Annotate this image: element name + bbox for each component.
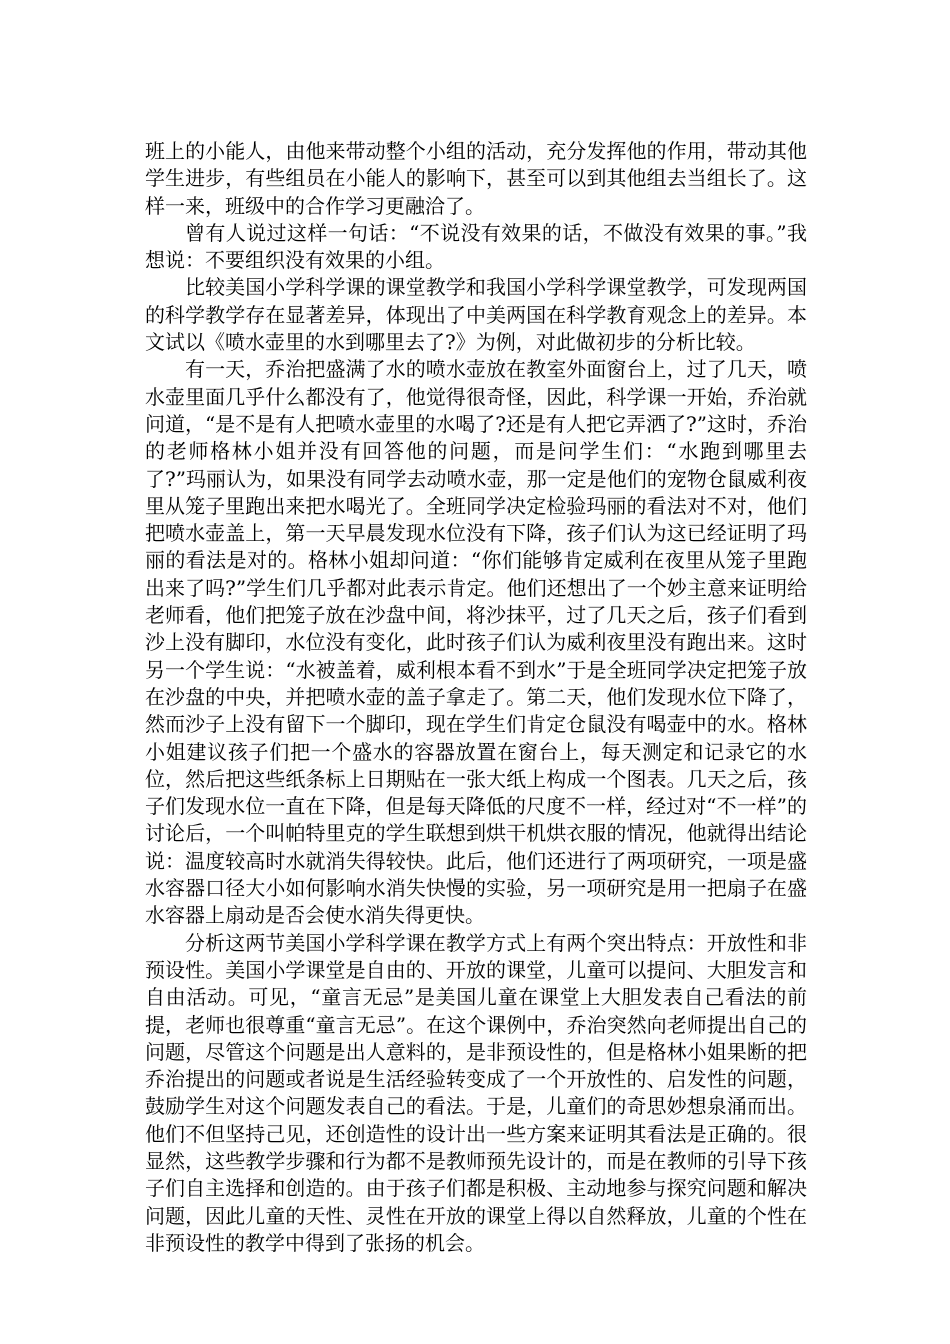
paragraph-analysis: 分析这两节美国小学科学课在教学方式上有两个突出特点：开放性和非预设性。美国小学课堂是自由的、开放的课堂，儿童可以提问、大胆发言和自由活动。可见，“童言无忌”是美国儿童在课堂上大胆发表自己看法的前提，老师也很尊重“童言无忌”。在这个课例中，乔治突然向老师提出自己的问题，尽管这个问题是出人意料的，是非预设性的，但是格林小姐果断的把乔治提出的问题或者说是生活经验转变成了一个开放性的、启发性的问题，鼓励学生对这个问题发表自己的看法。于是，儿童们的奇思妙想泉涌而出。他们不但坚持己见，还创造性的设计出一些方案来证明其看法是正确的。很显然，这些教学步骤和行为都不是教师预先设计的，而是在教师的引导下孩子们自主选择和创造的。由于孩子们都是积极、主动地参与探究问题和解决问题，因此儿童的天性、灵性在开放的课堂上得以自然释放，儿童的个性在非预设性的教学中得到了张扬的机会。 xyxy=(145,930,807,1255)
paragraph-quote: 曾有人说过这样一句话：“不说没有效果的话，不做没有效果的事。”我想说：不要组织没有效果的小组。 xyxy=(145,220,807,273)
paragraph-case-story: 有一天，乔治把盛满了水的喷水壶放在教室外面窗台上，过了几天，喷水壶里面几乎什么都没有了，他觉得很奇怪，因此，科学课一开始，乔治就问道，“是不是有人把喷水壶里的水喝了?还是有人把它弄洒了?”这时，乔治的老师格林小姐并没有回答他的问题，而是问学生们：“水跑到哪里去了?”玛丽认为，如果没有同学去动喷水壶，那一定是他们的宠物仓鼠威利夜里从笼子里跑出来把水喝光了。全班同学决定检验玛丽的看法对不对，他们把喷水壶盖上，第一天早晨发现水位没有下降，孩子们认为这已经证明了玛丽的看法是对的。格林小姐却问道：“你们能够肯定威利在夜里从笼子里跑出来了吗?”学生们几乎都对此表示肯定。他们还想出了一个妙主意来证明给老师看，他们把笼子放在沙盘中间，将沙抹平，过了几天之后，孩子们看到沙上没有脚印，水位没有变化，此时孩子们认为威利夜里没有跑出来。这时另一个学生说：“水被盖着，威利根本看不到水”于是全班同学决定把笼子放在沙盘的中央，并把喷水壶的盖子拿走了。第二天，他们发现水位下降了，然而沙子上没有留下一个脚印，现在学生们肯定仓鼠没有喝壶中的水。格林小姐建议孩子们把一个盛水的容器放置在窗台上，每天测定和记录它的水位，然后把这些纸条标上日期贴在一张大纸上构成一个图表。几天之后，孩子们发现水位一直在下降，但是每天降低的尺度不一样，经过对“不一样”的讨论后，一个叫帕特里克的学生联想到烘干机烘衣服的情况，他就得出结论说：温度较高时水就消失得较快。此后，他们还进行了两项研究，一项是盛水容器口径大小如何影响水消失快慢的实验，另一项研究是用一把扇子在盛水容器上扇动是否会使水消失得更快。 xyxy=(145,357,807,928)
paragraph-continuation: 班上的小能人，由他来带动整个小组的活动，充分发挥他的作用，带动其他学生进步，有些组员在小能人的影响下，甚至可以到其他组去当组长了。这样一来，班级中的合作学习更融洽了。 xyxy=(145,139,807,218)
paragraph-introduction: 比较美国小学科学课的课堂教学和我国小学科学课堂教学，可发现两国的科学教学存在显著差异，体现出了中美两国在科学教育观念上的差异。本文试以《喷水壶里的水到哪里去了?》为例，对此做初步的分析比较。 xyxy=(145,275,807,355)
document-body xyxy=(145,138,807,1257)
